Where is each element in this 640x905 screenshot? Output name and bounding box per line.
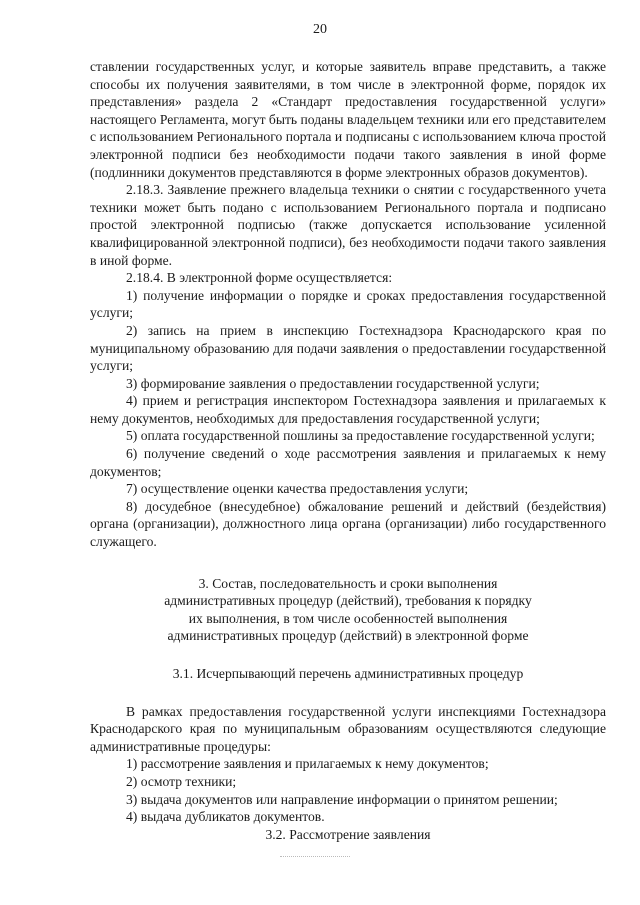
procedure-item-2: 2) осмотр техники; bbox=[126, 773, 237, 789]
paragraph-2-18-3: 2.18.3. Заявление прежнего владельца техники о снятии с государственного учета техники может быть подано с использованием Регионального портала и подписано простой электронной подписью (также допускается использование усиленной квалифицированной электронной подписи), без необходимости подачи такого заявления в иной форме. bbox=[90, 182, 606, 268]
list-item-7: 7) осуществление оценки качества предоставления услуги; bbox=[126, 481, 469, 497]
paragraph-procedures-intro: В рамках предоставления государственной услуги инспекциями Гостехнадзора Краснодарского края по муниципальным образованиям осуществляются следующие административные процедуры: bbox=[90, 703, 606, 754]
section-3-heading-line: их выполнения, в том числе особенностей выполнения bbox=[188, 610, 508, 626]
list-item-6: 6) получение сведений о ходе рассмотрения заявления и прилагаемых к нему документов; bbox=[90, 446, 606, 479]
page-number: 20 bbox=[313, 22, 327, 37]
procedure-item-4: 4) выдача дубликатов документов. bbox=[126, 809, 325, 825]
document-body bbox=[90, 58, 606, 843]
list-item-2: 2) запись на прием в инспекцию Гостехнадзора Краснодарского края по муниципальному образованию для подачи заявления о предоставлении государственной услуги; bbox=[90, 322, 606, 374]
subsection-3-1-heading: 3.1. Исчерпывающий перечень административных процедур bbox=[172, 666, 524, 681]
list-item-5: 5) оплата государственной пошлины за предоставление государственной услуги; bbox=[126, 428, 595, 444]
list-item-3: 3) формирование заявления о предоставлении государственной услуги; bbox=[126, 375, 540, 391]
subsection-3-2-heading: 3.2. Рассмотрение заявления bbox=[265, 826, 431, 842]
paragraph-continuation: ставлении государственных услуг, и которые заявитель вправе представить, а также способы их получения заявителями, в том числе в электронной форме, порядок их представления» раздела 2 «Стандарт предоставления государственной услуги» настоящего Регламента, могут быть поданы владельцем техники или его представителем с использованием Регионального портала и подписаны с использованием ключа простой электронной подписи без необходимости подачи такого заявления в иной форме (подлинники документов представляются в форме электронных образов документов). bbox=[90, 59, 606, 180]
section-3-heading bbox=[90, 575, 606, 645]
list-item-4: 4) прием и регистрация инспектором Гостехнадзора заявления и прилагаемых к нему документов, необходимых для предоставления государственной услуги; bbox=[90, 393, 606, 426]
section-3-heading-line: административных процедур (действий), требования к порядку bbox=[164, 593, 532, 609]
list-item-1: 1) получение информации о порядке и сроках предоставления государственной услуги; bbox=[90, 287, 606, 321]
procedure-item-1: 1) рассмотрение заявления и прилагаемых к нему документов; bbox=[126, 756, 489, 772]
section-3-heading-line: 3. Состав, последовательность и сроки выполнения bbox=[198, 575, 498, 591]
section-3-heading-line: административных процедур (действий) в электронной форме bbox=[167, 628, 529, 644]
scan-artifact bbox=[280, 856, 350, 859]
procedure-item-3: 3) выдача документов или направление информации о принятом решении; bbox=[126, 791, 558, 807]
paragraph-2-18-4: 2.18.4. В электронной форме осуществляется: bbox=[126, 270, 393, 286]
list-item-8: 8) досудебное (внесудебное) обжалование решений и действий (бездействия) органа (организации), должностного лица органа (организации) либо государственного служащего. bbox=[90, 498, 606, 550]
